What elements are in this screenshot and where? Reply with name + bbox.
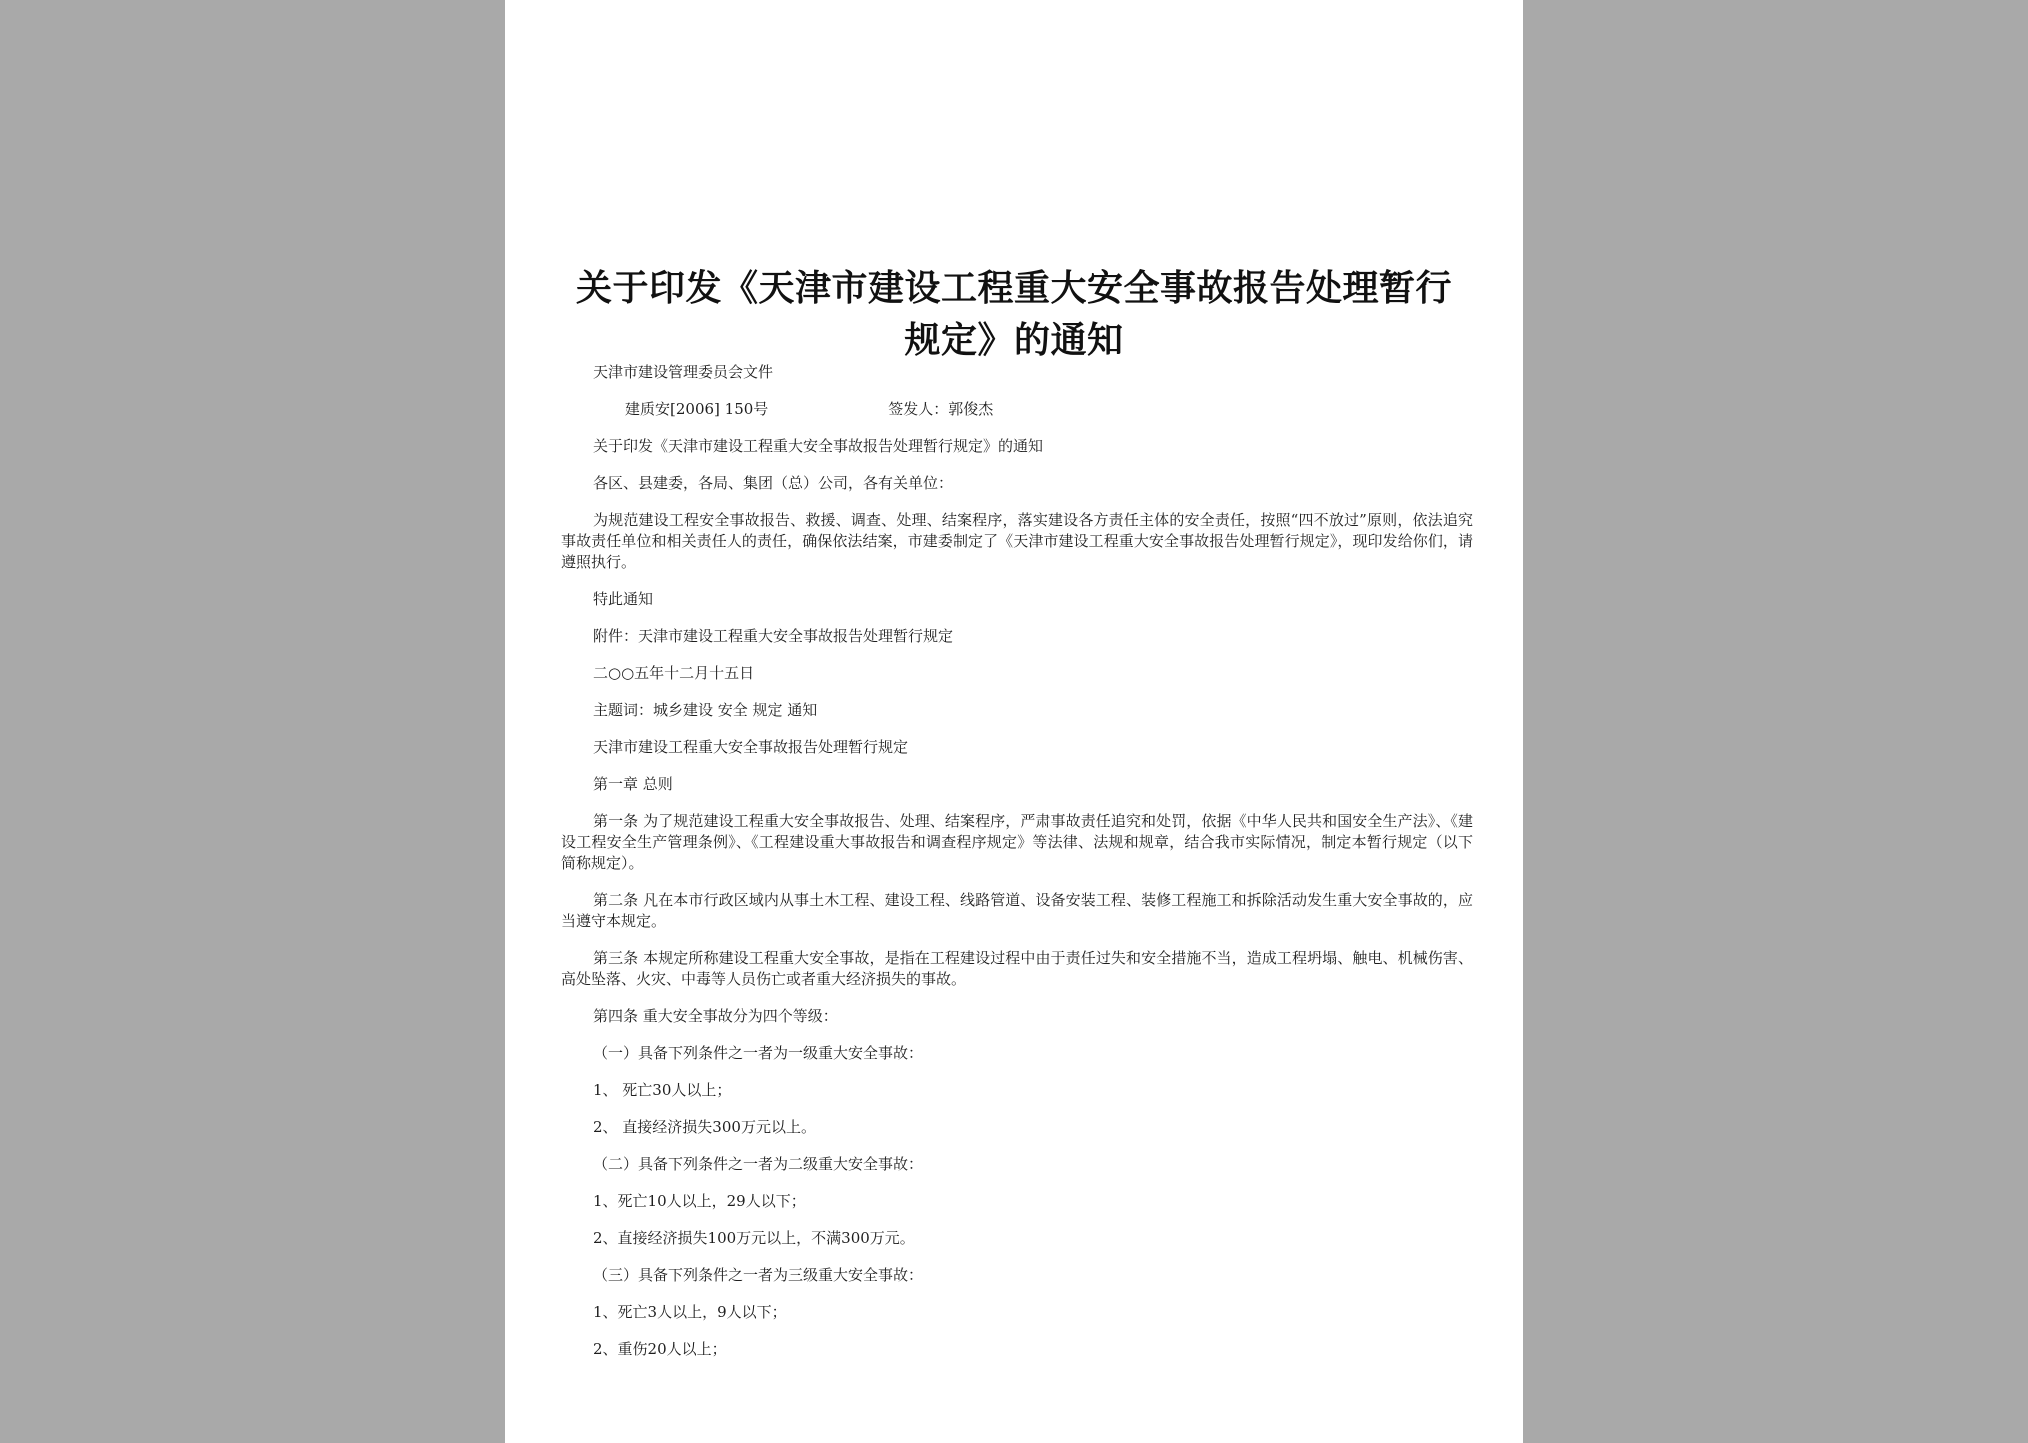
document-title xyxy=(545,262,1483,366)
grade-2-item-2: 2、直接经济损失100万元以上，不满300万元。 xyxy=(593,1229,915,1247)
grade-3-heading: （三）具备下列条件之一者为三级重大安全事故： xyxy=(593,1266,924,1284)
document-page xyxy=(505,0,1523,1443)
regulation-title: 天津市建设工程重大安全事故报告处理暂行规定 xyxy=(593,738,909,756)
article-1: 第一条 为了规范建设工程重大安全事故报告、处理、结案程序，严肃事故责任追究和处罚，依据《中华人民共和国安全生产法》、《建设工程安全生产管理条例》、《工程建设重大事故报告和调查程序规定》等法律、法规和规章，结合我市实际情况，制定本暂行规定（以下简称规定）。 xyxy=(561,812,1473,872)
grade-1-item-1: 1、 死亡30人以上； xyxy=(593,1081,732,1099)
addressees: 各区、县建委，各局、集团（总）公司，各有关单位： xyxy=(593,474,954,492)
doc-number: 建质安[2006] 150号 xyxy=(625,400,769,418)
chapter-heading: 第一章 总则 xyxy=(593,775,673,793)
signer: 签发人：郭俊杰 xyxy=(888,400,994,418)
grade-3-item-1: 1、死亡3人以上，9人以下； xyxy=(593,1303,787,1321)
grade-2-heading: （二）具备下列条件之一者为二级重大安全事故： xyxy=(593,1155,924,1173)
article-2: 第二条 凡在本市行政区域内从事土木工程、建设工程、线路管道、设备安装工程、装修工程施工和拆除活动发生重大安全事故的，应当遵守本规定。 xyxy=(561,891,1473,930)
grade-1-item-2: 2、 直接经济损失300万元以上。 xyxy=(593,1118,816,1136)
article-4: 第四条 重大安全事故分为四个等级： xyxy=(593,1007,838,1025)
document-body xyxy=(561,362,1473,1376)
issuer-line: 天津市建设管理委员会文件 xyxy=(593,363,774,381)
article-3: 第三条 本规定所称建设工程重大安全事故，是指在工程建设过程中由于责任过失和安全措施不当，造成工程坍塌、触电、机械伤害、高处坠落、火灾、中毒等人员伤亡或者重大经济损失的事故。 xyxy=(561,949,1473,988)
keywords-line: 主题词：城乡建设 安全 规定 通知 xyxy=(593,701,818,719)
title-line-2: 规定》的通知 xyxy=(904,319,1124,361)
grade-2-item-1: 1、死亡10人以上，29人以下； xyxy=(593,1192,806,1210)
title-line-1: 关于印发《天津市建设工程重大安全事故报告处理暂行 xyxy=(575,267,1452,309)
subject-line: 关于印发《天津市建设工程重大安全事故报告处理暂行规定》的通知 xyxy=(593,437,1044,455)
grade-1-heading: （一）具备下列条件之一者为一级重大安全事故： xyxy=(593,1044,924,1062)
intro-paragraph: 为规范建设工程安全事故报告、救援、调查、处理、结案程序，落实建设各方责任主体的安全责任，按照“四不放过”原则，依法追究事故责任单位和相关责任人的责任，确保依法结案，市建委制定了《天津市建设工程重大安全事故报告处理暂行规定》，现印发给你们，请遵照执行。 xyxy=(561,511,1473,571)
doc-number-row xyxy=(561,399,1473,420)
date-line: 二○○五年十二月十五日 xyxy=(593,664,755,682)
attachment-line: 附件：天津市建设工程重大安全事故报告处理暂行规定 xyxy=(593,627,954,645)
grade-3-item-2: 2、重伤20人以上； xyxy=(593,1340,727,1358)
notice-line: 特此通知 xyxy=(593,590,654,608)
